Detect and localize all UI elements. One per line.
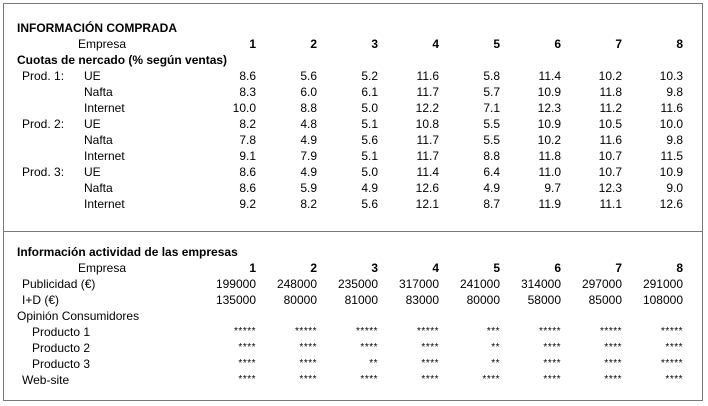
market-share-row bbox=[0, 68, 708, 84]
region-label: UE bbox=[84, 165, 101, 179]
market-share-value: 7.9 bbox=[300, 149, 317, 163]
market-share-value: 6.4 bbox=[483, 165, 500, 179]
region-label: Internet bbox=[84, 101, 125, 115]
website-row bbox=[0, 372, 708, 388]
section-divider bbox=[3, 231, 703, 232]
market-share-value: 4.9 bbox=[300, 133, 317, 147]
market-share-value: 7.1 bbox=[483, 101, 500, 115]
region-label: UE bbox=[84, 69, 101, 83]
market-share-value: 10.8 bbox=[415, 117, 439, 131]
company-header: 4 bbox=[432, 261, 439, 275]
market-share-value: 12.6 bbox=[415, 181, 439, 195]
website-rating: **** bbox=[604, 374, 622, 385]
market-share-value: 11.0 bbox=[538, 165, 561, 179]
website-rating: **** bbox=[543, 374, 561, 385]
opinion-row bbox=[0, 356, 708, 372]
publicidad-value: 291000 bbox=[642, 277, 683, 291]
market-share-row bbox=[0, 116, 708, 132]
company-header: 7 bbox=[615, 261, 622, 275]
market-share-value: 11.6 bbox=[416, 69, 439, 83]
opinion-rating: ***** bbox=[539, 326, 561, 337]
opinion-product-label: Producto 2 bbox=[32, 341, 91, 355]
section2-title: Información actividad de las empresas bbox=[17, 245, 238, 259]
region-label: Internet bbox=[84, 149, 125, 163]
publicidad-value: 199000 bbox=[215, 277, 256, 291]
market-share-row bbox=[0, 84, 708, 100]
market-share-value: 10.9 bbox=[659, 165, 683, 179]
company-header: 8 bbox=[676, 261, 683, 275]
market-share-row bbox=[0, 100, 708, 116]
id-value: 80000 bbox=[466, 293, 500, 307]
company-header: 5 bbox=[493, 37, 500, 51]
region-label: Internet bbox=[84, 197, 125, 211]
region-label: Nafta bbox=[84, 133, 113, 147]
opinion-rating: **** bbox=[238, 358, 256, 369]
empresa-label: Empresa bbox=[78, 261, 127, 275]
region-label: Nafta bbox=[84, 85, 113, 99]
market-share-value: 7.8 bbox=[239, 133, 256, 147]
market-share-value: 12.6 bbox=[659, 197, 683, 211]
website-rating: **** bbox=[665, 374, 683, 385]
opinion-rating: *** bbox=[486, 326, 500, 337]
opinion-rating: **** bbox=[360, 342, 378, 353]
market-share-value: 5.7 bbox=[483, 85, 500, 99]
publicidad-value: 297000 bbox=[581, 277, 622, 291]
id-value: 135000 bbox=[215, 293, 256, 307]
market-share-value: 5.6 bbox=[300, 69, 317, 83]
market-share-value: 11.6 bbox=[599, 133, 622, 147]
opinion-rating: ***** bbox=[234, 326, 256, 337]
opinion-row bbox=[0, 340, 708, 356]
market-share-value: 11.6 bbox=[660, 101, 683, 115]
website-label: Web-site bbox=[22, 373, 70, 387]
market-share-value: 5.6 bbox=[361, 197, 378, 211]
id-row bbox=[0, 292, 708, 308]
market-share-value: 12.3 bbox=[537, 101, 561, 115]
opinion-rating: **** bbox=[421, 358, 439, 369]
publicidad-value: 317000 bbox=[398, 277, 439, 291]
id-value: 80000 bbox=[283, 293, 317, 307]
market-share-value: 8.8 bbox=[483, 149, 500, 163]
market-share-value: 5.9 bbox=[300, 181, 317, 195]
company-header: 1 bbox=[249, 37, 256, 51]
opinion-rating: **** bbox=[299, 342, 317, 353]
opinion-label: Opinión Consumidores bbox=[17, 309, 140, 323]
publicidad-row bbox=[0, 276, 708, 292]
market-share-value: 12.1 bbox=[415, 197, 439, 211]
opinion-rating: **** bbox=[604, 342, 622, 353]
market-share-value: 11.8 bbox=[599, 85, 622, 99]
market-share-value: 8.6 bbox=[239, 181, 256, 195]
id-value: 108000 bbox=[642, 293, 683, 307]
market-share-value: 5.1 bbox=[361, 117, 378, 131]
market-share-value: 8.8 bbox=[300, 101, 317, 115]
market-share-value: 8.6 bbox=[239, 165, 256, 179]
product-label: Prod. 2: bbox=[22, 117, 65, 131]
company-header: 2 bbox=[310, 261, 317, 275]
market-share-value: 11.4 bbox=[538, 69, 561, 83]
product-label: Prod. 1: bbox=[22, 69, 65, 83]
company-header: 3 bbox=[371, 261, 378, 275]
market-share-value: 4.9 bbox=[300, 165, 317, 179]
market-share-value: 5.6 bbox=[361, 133, 378, 147]
market-share-value: 6.0 bbox=[300, 85, 317, 99]
market-share-value: 9.1 bbox=[239, 149, 256, 163]
market-share-value: 11.5 bbox=[660, 149, 683, 163]
id-value: 83000 bbox=[405, 293, 439, 307]
market-share-value: 5.0 bbox=[361, 165, 378, 179]
opinion-rating: ***** bbox=[295, 326, 317, 337]
market-share-value: 5.8 bbox=[483, 69, 500, 83]
market-share-row bbox=[0, 164, 708, 180]
section2-company-header-row bbox=[0, 260, 708, 276]
opinion-rating: ***** bbox=[661, 326, 683, 337]
market-share-value: 10.0 bbox=[659, 117, 683, 131]
market-share-value: 8.2 bbox=[239, 117, 256, 131]
market-share-row bbox=[0, 196, 708, 212]
id-value: 58000 bbox=[527, 293, 561, 307]
market-share-row bbox=[0, 180, 708, 196]
market-share-value: 4.8 bbox=[300, 117, 317, 131]
opinion-rating: ** bbox=[491, 342, 500, 353]
market-share-value: 4.9 bbox=[361, 181, 378, 195]
id-value: 85000 bbox=[588, 293, 622, 307]
market-share-value: 10.7 bbox=[598, 165, 622, 179]
market-share-value: 11.4 bbox=[416, 165, 439, 179]
opinion-rating: ** bbox=[491, 358, 500, 369]
market-share-value: 5.5 bbox=[483, 133, 500, 147]
website-rating: **** bbox=[360, 374, 378, 385]
publicidad-value: 248000 bbox=[276, 277, 317, 291]
market-share-value: 11.7 bbox=[416, 85, 439, 99]
opinion-row bbox=[0, 324, 708, 340]
empresa-label: Empresa bbox=[78, 37, 127, 51]
market-share-value: 10.0 bbox=[232, 101, 256, 115]
company-header: 7 bbox=[615, 37, 622, 51]
market-share-value: 5.5 bbox=[483, 117, 500, 131]
opinion-rating: **** bbox=[543, 358, 561, 369]
company-header: 8 bbox=[676, 37, 683, 51]
market-share-value: 10.7 bbox=[598, 149, 622, 163]
opinion-product-label: Producto 3 bbox=[32, 357, 91, 371]
market-share-value: 10.9 bbox=[537, 85, 561, 99]
market-share-value: 10.2 bbox=[537, 133, 561, 147]
publicidad-value: 235000 bbox=[337, 277, 378, 291]
market-share-value: 8.6 bbox=[239, 69, 256, 83]
market-share-value: 8.2 bbox=[300, 197, 317, 211]
market-share-value: 11.9 bbox=[538, 197, 561, 211]
id-value: 81000 bbox=[344, 293, 378, 307]
market-share-value: 8.3 bbox=[239, 85, 256, 99]
market-share-value: 9.7 bbox=[544, 181, 561, 195]
market-share-value: 10.9 bbox=[537, 117, 561, 131]
market-share-value: 11.7 bbox=[416, 149, 439, 163]
opinion-rating: ***** bbox=[417, 326, 439, 337]
market-share-value: 11.1 bbox=[599, 197, 622, 211]
market-share-value: 5.2 bbox=[361, 69, 378, 83]
opinion-product-label: Producto 1 bbox=[32, 325, 91, 339]
opinion-rating: **** bbox=[421, 342, 439, 353]
company-header: 6 bbox=[554, 261, 561, 275]
website-rating: **** bbox=[299, 374, 317, 385]
market-share-value: 8.7 bbox=[483, 197, 500, 211]
opinion-rating: **** bbox=[543, 342, 561, 353]
company-header: 4 bbox=[432, 37, 439, 51]
market-share-value: 9.2 bbox=[239, 197, 256, 211]
company-header: 1 bbox=[249, 261, 256, 275]
region-label: UE bbox=[84, 117, 101, 131]
market-share-value: 4.9 bbox=[483, 181, 500, 195]
website-rating: **** bbox=[482, 374, 500, 385]
market-share-value: 5.1 bbox=[361, 149, 378, 163]
market-share-value: 10.5 bbox=[598, 117, 622, 131]
section1-title: INFORMACIÓN COMPRADA bbox=[17, 21, 177, 35]
market-share-value: 12.3 bbox=[598, 181, 622, 195]
publicidad-value: 241000 bbox=[459, 277, 500, 291]
company-header: 3 bbox=[371, 37, 378, 51]
opinion-rating: ***** bbox=[356, 326, 378, 337]
market-share-value: 11.7 bbox=[416, 133, 439, 147]
section1-company-header-row bbox=[0, 36, 708, 52]
publicidad-value: 314000 bbox=[520, 277, 561, 291]
market-share-value: 9.0 bbox=[666, 181, 683, 195]
market-share-value: 12.2 bbox=[415, 101, 439, 115]
market-share-value: 5.0 bbox=[361, 101, 378, 115]
publicidad-label: Publicidad (€) bbox=[22, 277, 96, 291]
market-share-value: 9.8 bbox=[666, 133, 683, 147]
market-share-value: 11.8 bbox=[538, 149, 561, 163]
opinion-rating: ***** bbox=[600, 326, 622, 337]
website-rating: **** bbox=[421, 374, 439, 385]
market-share-value: 9.8 bbox=[666, 85, 683, 99]
market-share-value: 11.2 bbox=[599, 101, 622, 115]
cuotas-title: Cuotas de nercado (% según ventas) bbox=[17, 53, 228, 67]
opinion-rating: **** bbox=[665, 342, 683, 353]
market-share-row bbox=[0, 148, 708, 164]
id-label: I+D (€) bbox=[22, 293, 60, 307]
company-header: 2 bbox=[310, 37, 317, 51]
market-share-row bbox=[0, 132, 708, 148]
company-header: 6 bbox=[554, 37, 561, 51]
market-share-value: 10.2 bbox=[598, 69, 622, 83]
region-label: Nafta bbox=[84, 181, 113, 195]
website-rating: **** bbox=[238, 374, 256, 385]
opinion-rating: **** bbox=[299, 358, 317, 369]
opinion-rating: **** bbox=[604, 358, 622, 369]
opinion-rating: ***** bbox=[661, 358, 683, 369]
market-share-value: 10.3 bbox=[659, 69, 683, 83]
market-share-value: 6.1 bbox=[361, 85, 378, 99]
opinion-rating: ** bbox=[369, 358, 378, 369]
opinion-rating: **** bbox=[238, 342, 256, 353]
product-label: Prod. 3: bbox=[22, 165, 65, 179]
company-header: 5 bbox=[493, 261, 500, 275]
